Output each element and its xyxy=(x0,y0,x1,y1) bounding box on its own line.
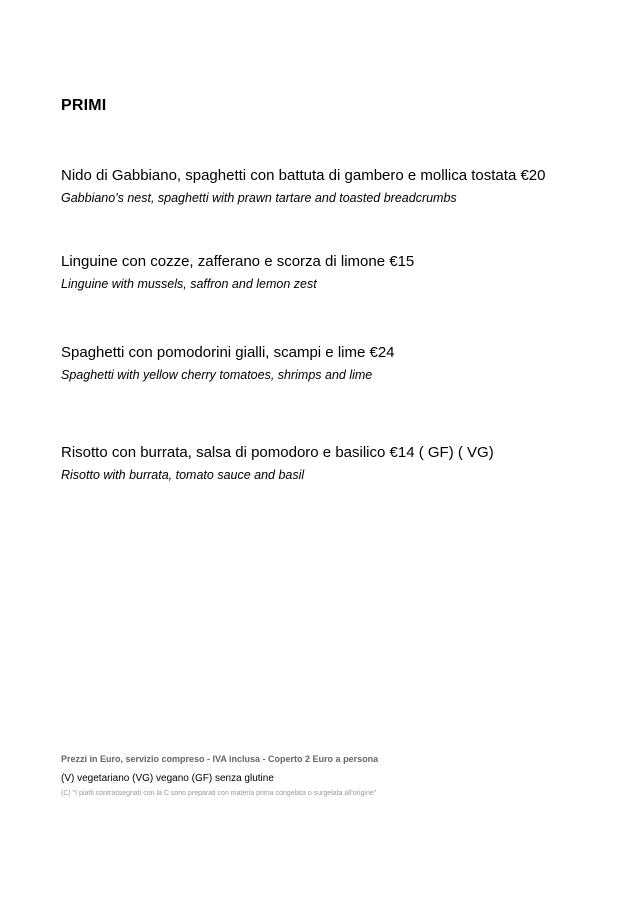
dish-name-italian: Linguine con cozze, zafferano e scorza di limone €15 xyxy=(61,253,415,270)
dish-name-italian: Nido di Gabbiano, spaghetti con battuta di gambero e mollica tostata €20 xyxy=(61,167,546,184)
dish-name-italian: Spaghetti con pomodorini gialli, scampi e lime €24 xyxy=(61,344,395,361)
footer-diet-legend: (V) vegetariano (VG) vegano (GF) senza glutine xyxy=(61,773,274,784)
dish-name-english: Gabbiano's nest, spaghetti with prawn tartare and toasted breadcrumbs xyxy=(61,191,457,205)
dish-name-italian: Risotto con burrata, salsa di pomodoro e basilico €14 ( GF) ( VG) xyxy=(61,444,494,461)
section-title: PRIMI xyxy=(61,97,107,114)
menu-item xyxy=(61,252,414,293)
dish-name-english: Spaghetti with yellow cherry tomatoes, shrimps and lime xyxy=(61,368,373,382)
menu-item xyxy=(61,166,545,207)
dish-name-english: Linguine with mussels, saffron and lemon zest xyxy=(61,277,317,291)
footer-frozen-note: (C) "I piatti contrassegnati con la C sono preparati con materia prima congelata o surgelata all'origine" xyxy=(61,790,377,797)
menu-item xyxy=(61,443,494,484)
dish-name-english: Risotto with burrata, tomato sauce and basil xyxy=(61,468,305,482)
menu-item xyxy=(61,343,395,384)
footer-prices-note: Prezzi in Euro, servizio compreso - IVA inclusa - Coperto 2 Euro a persona xyxy=(61,754,379,764)
